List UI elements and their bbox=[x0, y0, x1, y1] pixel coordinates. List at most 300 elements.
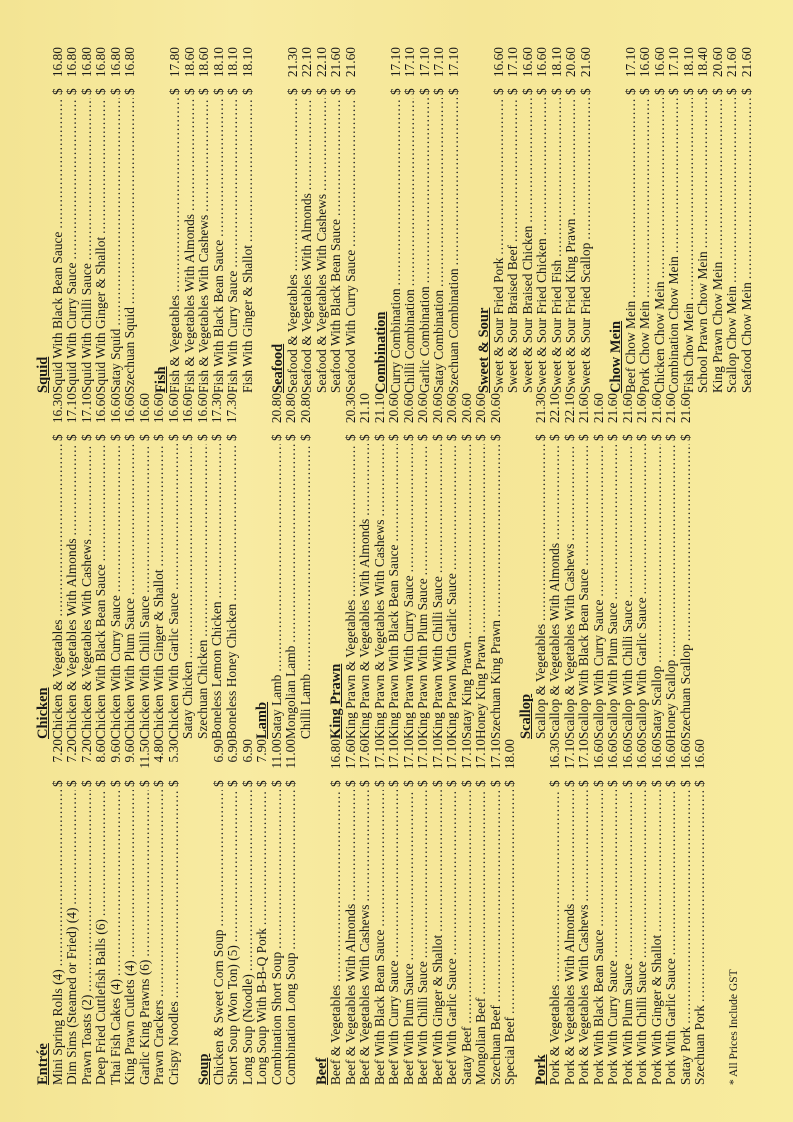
item-name: Seafood & Vegetables With Cashews bbox=[313, 193, 329, 393]
item-price bbox=[109, 739, 124, 787]
menu-column-3 bbox=[36, 47, 756, 393]
dot-leader bbox=[270, 444, 285, 672]
menu-item bbox=[212, 47, 227, 393]
price-value: 16.30 bbox=[49, 393, 65, 424]
item-name: Pork & Vegetables bbox=[547, 984, 562, 1085]
dot-leader bbox=[138, 444, 153, 593]
dot-leader bbox=[315, 98, 330, 191]
price-value: 16.80 bbox=[107, 47, 123, 78]
currency-symbol: $ bbox=[458, 780, 474, 787]
item-price bbox=[711, 47, 726, 95]
price-value: 17.10 bbox=[666, 47, 681, 78]
menu-item bbox=[621, 739, 636, 1085]
item-name: Satay Chicken bbox=[180, 661, 195, 739]
price-value: 17.10 bbox=[561, 739, 577, 770]
menu-item bbox=[579, 47, 594, 393]
currency-symbol: $ bbox=[634, 780, 649, 787]
price-value: 16.80 bbox=[78, 47, 94, 78]
dot-leader bbox=[682, 98, 697, 300]
item-name: Sweet & Sour Fried Scallop bbox=[577, 242, 593, 393]
item-price bbox=[503, 739, 518, 787]
menu-item bbox=[212, 739, 227, 1085]
currency-symbol: $ bbox=[122, 780, 137, 787]
item-price bbox=[123, 393, 138, 441]
currency-symbol: $ bbox=[49, 88, 65, 95]
menu-item bbox=[635, 739, 650, 1085]
currency-symbol: $ bbox=[180, 434, 195, 441]
currency-symbol: $ bbox=[400, 780, 416, 787]
dot-leader bbox=[447, 98, 462, 265]
menu-item bbox=[432, 47, 447, 393]
dot-leader bbox=[548, 790, 563, 982]
currency-symbol: $ bbox=[225, 780, 240, 787]
menu-item bbox=[196, 393, 211, 739]
menu-item bbox=[550, 47, 565, 393]
item-name: Combination Chow Mein bbox=[666, 256, 681, 393]
item-name: Chilli Combination bbox=[402, 289, 417, 393]
currency-symbol: $ bbox=[532, 434, 548, 441]
item-price bbox=[418, 47, 433, 95]
currency-symbol: $ bbox=[181, 88, 197, 95]
menu-item bbox=[606, 739, 621, 1085]
price-value: 17.10 bbox=[505, 47, 520, 78]
currency-symbol: $ bbox=[590, 434, 606, 441]
currency-symbol: $ bbox=[342, 434, 358, 441]
currency-symbol: $ bbox=[357, 434, 372, 441]
price-value: 21.30 bbox=[532, 393, 548, 424]
item-name: Pork & Vegetables With Almonds bbox=[561, 903, 577, 1085]
item-price bbox=[299, 393, 314, 441]
item-price bbox=[212, 47, 227, 95]
currency-symbol: $ bbox=[561, 434, 577, 441]
menu-item bbox=[152, 393, 167, 739]
item-price bbox=[329, 739, 344, 787]
section-beef bbox=[315, 739, 518, 1085]
dot-leader bbox=[418, 98, 433, 283]
currency-symbol: $ bbox=[93, 780, 108, 787]
item-price bbox=[653, 47, 668, 95]
dot-leader bbox=[123, 790, 138, 957]
dot-leader bbox=[284, 790, 299, 950]
price-value: 11.50 bbox=[136, 739, 152, 769]
dot-leader bbox=[431, 444, 446, 573]
menu-item bbox=[123, 739, 138, 1085]
currency-symbol: $ bbox=[386, 434, 401, 441]
item-price bbox=[679, 739, 694, 787]
dot-leader bbox=[183, 98, 198, 211]
dot-leader bbox=[492, 98, 507, 255]
item-name: Scallop With Plum Sauce bbox=[605, 602, 620, 739]
price-value: 17.60 bbox=[357, 739, 372, 770]
section-entr-e bbox=[36, 739, 181, 1085]
item-name: Seafood With Curry Sauce bbox=[342, 249, 358, 393]
price-value: 17.80 bbox=[167, 47, 182, 78]
price-value: 11.00 bbox=[283, 739, 298, 769]
menu-item bbox=[474, 739, 489, 1085]
dot-leader bbox=[653, 98, 668, 278]
item-name: Chicken & Vegetables With Almonds bbox=[64, 538, 79, 739]
item-price bbox=[564, 47, 579, 95]
price-value: 16.60 bbox=[136, 393, 152, 424]
menu-item bbox=[564, 47, 579, 393]
dot-leader bbox=[123, 444, 138, 595]
price-value: 18.60 bbox=[196, 47, 211, 78]
dot-leader bbox=[402, 790, 417, 960]
item-price bbox=[210, 393, 225, 441]
currency-symbol: $ bbox=[677, 434, 693, 441]
currency-symbol: $ bbox=[487, 780, 503, 787]
price-value: 5.30 bbox=[165, 739, 181, 763]
item-price bbox=[445, 739, 460, 787]
menu-item bbox=[667, 47, 682, 393]
section-title: Fish bbox=[152, 366, 169, 393]
item-price bbox=[664, 393, 679, 441]
price-value: 17.10 bbox=[415, 739, 430, 770]
item-price bbox=[167, 393, 182, 441]
price-value: 20.60 bbox=[444, 393, 459, 424]
menu-item bbox=[80, 739, 95, 1085]
item-name: Pork With Garlic Sauce bbox=[663, 958, 678, 1085]
item-price bbox=[664, 739, 679, 787]
item-name: King Prawn Chow Mein bbox=[709, 261, 725, 393]
menu-item bbox=[445, 393, 460, 739]
item-name: Beef With Garlic Sauce bbox=[444, 958, 459, 1085]
price-value: 21.10 bbox=[357, 393, 372, 424]
item-price bbox=[621, 739, 636, 787]
menu-item bbox=[492, 47, 507, 393]
price-value: 20.60 bbox=[386, 393, 401, 424]
menu-item bbox=[94, 739, 109, 1085]
item-price bbox=[460, 393, 475, 441]
price-value: 7.90 bbox=[254, 739, 269, 763]
currency-symbol: $ bbox=[387, 88, 403, 95]
currency-symbol: $ bbox=[283, 434, 298, 441]
item-name: King Prawn With Plum Sauce bbox=[415, 578, 430, 739]
menu-column-2 bbox=[36, 393, 756, 739]
menu-item bbox=[344, 47, 359, 393]
item-price bbox=[489, 739, 504, 787]
currency-symbol: $ bbox=[634, 434, 649, 441]
item-price bbox=[51, 47, 66, 95]
menu-item bbox=[548, 393, 563, 739]
item-price bbox=[94, 739, 109, 787]
section-chicken bbox=[36, 393, 239, 739]
menu-item bbox=[679, 393, 694, 739]
price-value: 18.00 bbox=[502, 739, 517, 770]
dot-leader bbox=[373, 444, 388, 516]
currency-symbol: $ bbox=[64, 88, 79, 95]
item-price bbox=[196, 393, 211, 441]
menu-item bbox=[241, 739, 256, 1085]
section-title: Combination bbox=[373, 311, 389, 393]
currency-symbol: $ bbox=[605, 434, 620, 441]
price-value: 20.60 bbox=[487, 393, 503, 424]
currency-symbol: $ bbox=[663, 780, 678, 787]
item-price bbox=[431, 393, 446, 441]
menu-item bbox=[664, 739, 679, 1085]
item-price bbox=[474, 739, 489, 787]
menu-item bbox=[592, 739, 607, 1085]
currency-symbol: $ bbox=[490, 88, 506, 95]
item-name: Mongolian Lamb bbox=[283, 645, 298, 739]
dot-leader bbox=[344, 98, 359, 247]
dot-leader bbox=[416, 444, 431, 575]
item-name: Scallop Chow Mein bbox=[724, 285, 739, 393]
price-value: 16.60 bbox=[122, 393, 137, 424]
item-price bbox=[51, 739, 66, 787]
currency-symbol: $ bbox=[576, 434, 591, 441]
currency-symbol: $ bbox=[268, 780, 284, 787]
currency-symbol: $ bbox=[738, 88, 754, 95]
menu-item bbox=[534, 393, 549, 739]
price-value: 17.30 bbox=[209, 393, 224, 424]
item-name: Fish With Ginger & Shallot bbox=[239, 244, 255, 393]
price-value: 21.60 bbox=[342, 47, 358, 78]
item-name: Szechuan Beef bbox=[487, 1005, 503, 1085]
price-value: 16.60 bbox=[107, 393, 123, 424]
price-value: 21.60 bbox=[634, 393, 649, 424]
dot-leader bbox=[65, 790, 80, 905]
item-price bbox=[577, 739, 592, 787]
dot-leader bbox=[725, 98, 740, 283]
price-value: 17.10 bbox=[444, 739, 459, 770]
menu-item bbox=[445, 739, 460, 1085]
price-value: 17.10 bbox=[416, 47, 432, 78]
currency-symbol: $ bbox=[254, 780, 269, 787]
item-price bbox=[197, 47, 212, 95]
menu-item bbox=[650, 739, 665, 1085]
menu-column-1 bbox=[36, 739, 756, 1085]
menu-item bbox=[563, 739, 578, 1085]
menu-item bbox=[109, 47, 124, 393]
currency-symbol: $ bbox=[677, 780, 693, 787]
price-value: 7.20 bbox=[78, 739, 94, 763]
price-value: 6.90 bbox=[210, 739, 226, 763]
menu-item bbox=[373, 739, 388, 1085]
price-value: 17.10 bbox=[445, 47, 461, 78]
dot-leader bbox=[432, 98, 447, 287]
menu-item bbox=[387, 393, 402, 739]
price-value: 21.60 bbox=[663, 393, 678, 424]
dot-leader bbox=[167, 444, 182, 590]
currency-symbol: $ bbox=[122, 88, 137, 95]
item-price bbox=[329, 47, 344, 95]
menu-item bbox=[167, 393, 182, 739]
currency-symbol: $ bbox=[695, 88, 710, 95]
menu-item bbox=[431, 393, 446, 739]
item-price bbox=[344, 393, 359, 441]
dot-leader bbox=[152, 790, 167, 997]
item-price bbox=[344, 47, 359, 95]
section-title: Lamb bbox=[254, 701, 270, 739]
dot-leader bbox=[740, 98, 755, 279]
item-name: King Prawn With Chilli Sauce bbox=[429, 576, 445, 739]
price-value: 9.60 bbox=[107, 739, 123, 763]
item-price bbox=[416, 739, 431, 787]
item-name: Garlic King Prawns (6) bbox=[136, 959, 152, 1085]
item-name: Satay King Prawn bbox=[458, 641, 474, 739]
price-value: 16.80 bbox=[328, 739, 343, 770]
price-value: 16.80 bbox=[64, 47, 79, 78]
menu-item bbox=[109, 393, 124, 739]
price-value: 20.80 bbox=[283, 393, 298, 424]
item-price bbox=[579, 47, 594, 95]
currency-symbol: $ bbox=[78, 434, 94, 441]
currency-symbol: $ bbox=[519, 88, 535, 95]
currency-symbol: $ bbox=[415, 434, 430, 441]
item-price bbox=[80, 393, 95, 441]
price-value: 17.10 bbox=[622, 47, 638, 78]
dot-leader bbox=[51, 444, 66, 617]
item-price bbox=[696, 47, 711, 95]
price-value: 17.10 bbox=[387, 47, 403, 78]
menu-item bbox=[460, 393, 475, 739]
price-value: 17.30 bbox=[223, 393, 239, 424]
dot-leader bbox=[592, 444, 607, 597]
item-price bbox=[563, 739, 578, 787]
item-name: Fish & Vegetables With Almonds bbox=[181, 214, 197, 393]
menu-item bbox=[51, 739, 66, 1085]
item-name: Fish With Black Bean Sauce bbox=[210, 239, 226, 393]
section-title: Soup bbox=[196, 1053, 212, 1085]
currency-symbol: $ bbox=[563, 88, 578, 95]
item-price bbox=[402, 739, 417, 787]
dot-leader bbox=[94, 444, 109, 561]
dot-leader bbox=[635, 790, 650, 958]
dot-leader bbox=[503, 790, 518, 1014]
item-price bbox=[550, 47, 565, 95]
item-name: Prawn Toasts (2) bbox=[78, 994, 94, 1085]
currency-symbol: $ bbox=[93, 434, 108, 441]
menu-item bbox=[329, 739, 344, 1085]
dot-leader bbox=[563, 790, 578, 901]
item-name: Scallop & Vegetables bbox=[532, 623, 548, 739]
item-price bbox=[535, 47, 550, 95]
dot-leader bbox=[606, 444, 621, 600]
price-value: 18.10 bbox=[680, 47, 696, 78]
currency-symbol: $ bbox=[622, 88, 638, 95]
item-name: Scallop & Vegetables With Cashews bbox=[561, 543, 577, 739]
dot-leader bbox=[270, 790, 285, 949]
dot-leader bbox=[506, 98, 521, 242]
currency-symbol: $ bbox=[194, 434, 210, 441]
rotated-menu bbox=[36, 45, 756, 1085]
currency-symbol: $ bbox=[445, 88, 461, 95]
item-price bbox=[284, 739, 299, 787]
item-price bbox=[387, 739, 402, 787]
section-combination bbox=[374, 47, 461, 393]
menu-item bbox=[389, 47, 404, 393]
item-name: King Prawn With Black Bean Sauce bbox=[386, 544, 401, 739]
section-title: King Prawn bbox=[328, 663, 344, 739]
price-value: 21.60 bbox=[576, 393, 591, 424]
section-squid bbox=[36, 47, 138, 393]
section-title: Entrée bbox=[35, 1043, 51, 1085]
menu-item bbox=[521, 47, 536, 393]
menu-item bbox=[51, 47, 66, 393]
currency-symbol: $ bbox=[122, 434, 137, 441]
currency-symbol: $ bbox=[136, 780, 152, 787]
menu-item bbox=[606, 393, 621, 739]
item-price bbox=[492, 47, 507, 95]
item-price bbox=[740, 47, 755, 95]
currency-symbol: $ bbox=[709, 88, 725, 95]
dot-leader bbox=[650, 444, 665, 663]
item-price bbox=[373, 393, 388, 441]
price-value: 16.80 bbox=[49, 47, 65, 78]
dot-leader bbox=[445, 444, 460, 570]
item-name: Szechuan Chicken bbox=[194, 639, 210, 739]
item-price bbox=[548, 393, 563, 441]
item-name: Satay Pork bbox=[677, 1026, 693, 1085]
item-price bbox=[152, 393, 167, 441]
price-value: 17.10 bbox=[458, 739, 474, 770]
item-price bbox=[286, 47, 301, 95]
item-name: Crispy Noodles bbox=[165, 1001, 181, 1085]
item-name: Mini Spring Rolls (4) bbox=[49, 969, 65, 1085]
price-value: 21.30 bbox=[284, 47, 300, 78]
item-price bbox=[403, 47, 418, 95]
price-value: 22.10 bbox=[299, 47, 314, 78]
menu-item bbox=[344, 739, 359, 1085]
currency-symbol: $ bbox=[196, 88, 211, 95]
section-title: Chow Mein bbox=[608, 320, 624, 393]
item-price bbox=[168, 47, 183, 95]
menu-item bbox=[693, 739, 708, 1085]
dot-leader bbox=[579, 98, 594, 240]
item-name: Sweet & Sour Braised Chicken bbox=[519, 225, 535, 393]
item-name: Scallop & Vegetables With Almonds bbox=[547, 542, 562, 739]
dot-leader bbox=[51, 790, 66, 966]
item-name: School Prawn Chow Mein bbox=[695, 251, 710, 393]
item-price bbox=[548, 739, 563, 787]
dot-leader bbox=[664, 444, 679, 657]
currency-symbol: $ bbox=[93, 88, 108, 95]
section-title: Pork bbox=[532, 1054, 549, 1085]
item-name: Szechuan Squid bbox=[122, 307, 137, 393]
price-value: 17.10 bbox=[473, 739, 488, 770]
price-value: 16.60 bbox=[651, 47, 667, 78]
dot-leader bbox=[474, 444, 489, 633]
item-price bbox=[402, 393, 417, 441]
section-chow-mein bbox=[609, 47, 754, 393]
item-price bbox=[284, 393, 299, 441]
price-value: 21.60 bbox=[648, 393, 664, 424]
item-price bbox=[226, 739, 241, 787]
menu-item bbox=[300, 47, 315, 393]
section-title: Sweet & Sour bbox=[476, 307, 492, 393]
menu-item bbox=[286, 47, 301, 393]
currency-symbol: $ bbox=[505, 88, 520, 95]
dot-leader bbox=[109, 790, 124, 976]
dot-leader bbox=[358, 444, 373, 516]
price-value: 18.10 bbox=[239, 47, 255, 78]
item-price bbox=[635, 739, 650, 787]
currency-symbol: $ bbox=[107, 88, 123, 95]
item-price bbox=[650, 393, 665, 441]
currency-symbol: $ bbox=[648, 780, 664, 787]
currency-symbol: $ bbox=[328, 88, 343, 95]
price-value: 16.60 bbox=[677, 739, 693, 770]
item-price bbox=[460, 739, 475, 787]
item-name: Squid With Black Bean Sauce bbox=[49, 231, 65, 393]
price-value: 9.60 bbox=[122, 739, 137, 763]
menu-item bbox=[226, 739, 241, 1085]
item-name: Chilli Lamb bbox=[297, 673, 313, 739]
currency-symbol: $ bbox=[416, 88, 432, 95]
price-value: 8.60 bbox=[93, 739, 108, 763]
menu-item bbox=[460, 739, 475, 1085]
